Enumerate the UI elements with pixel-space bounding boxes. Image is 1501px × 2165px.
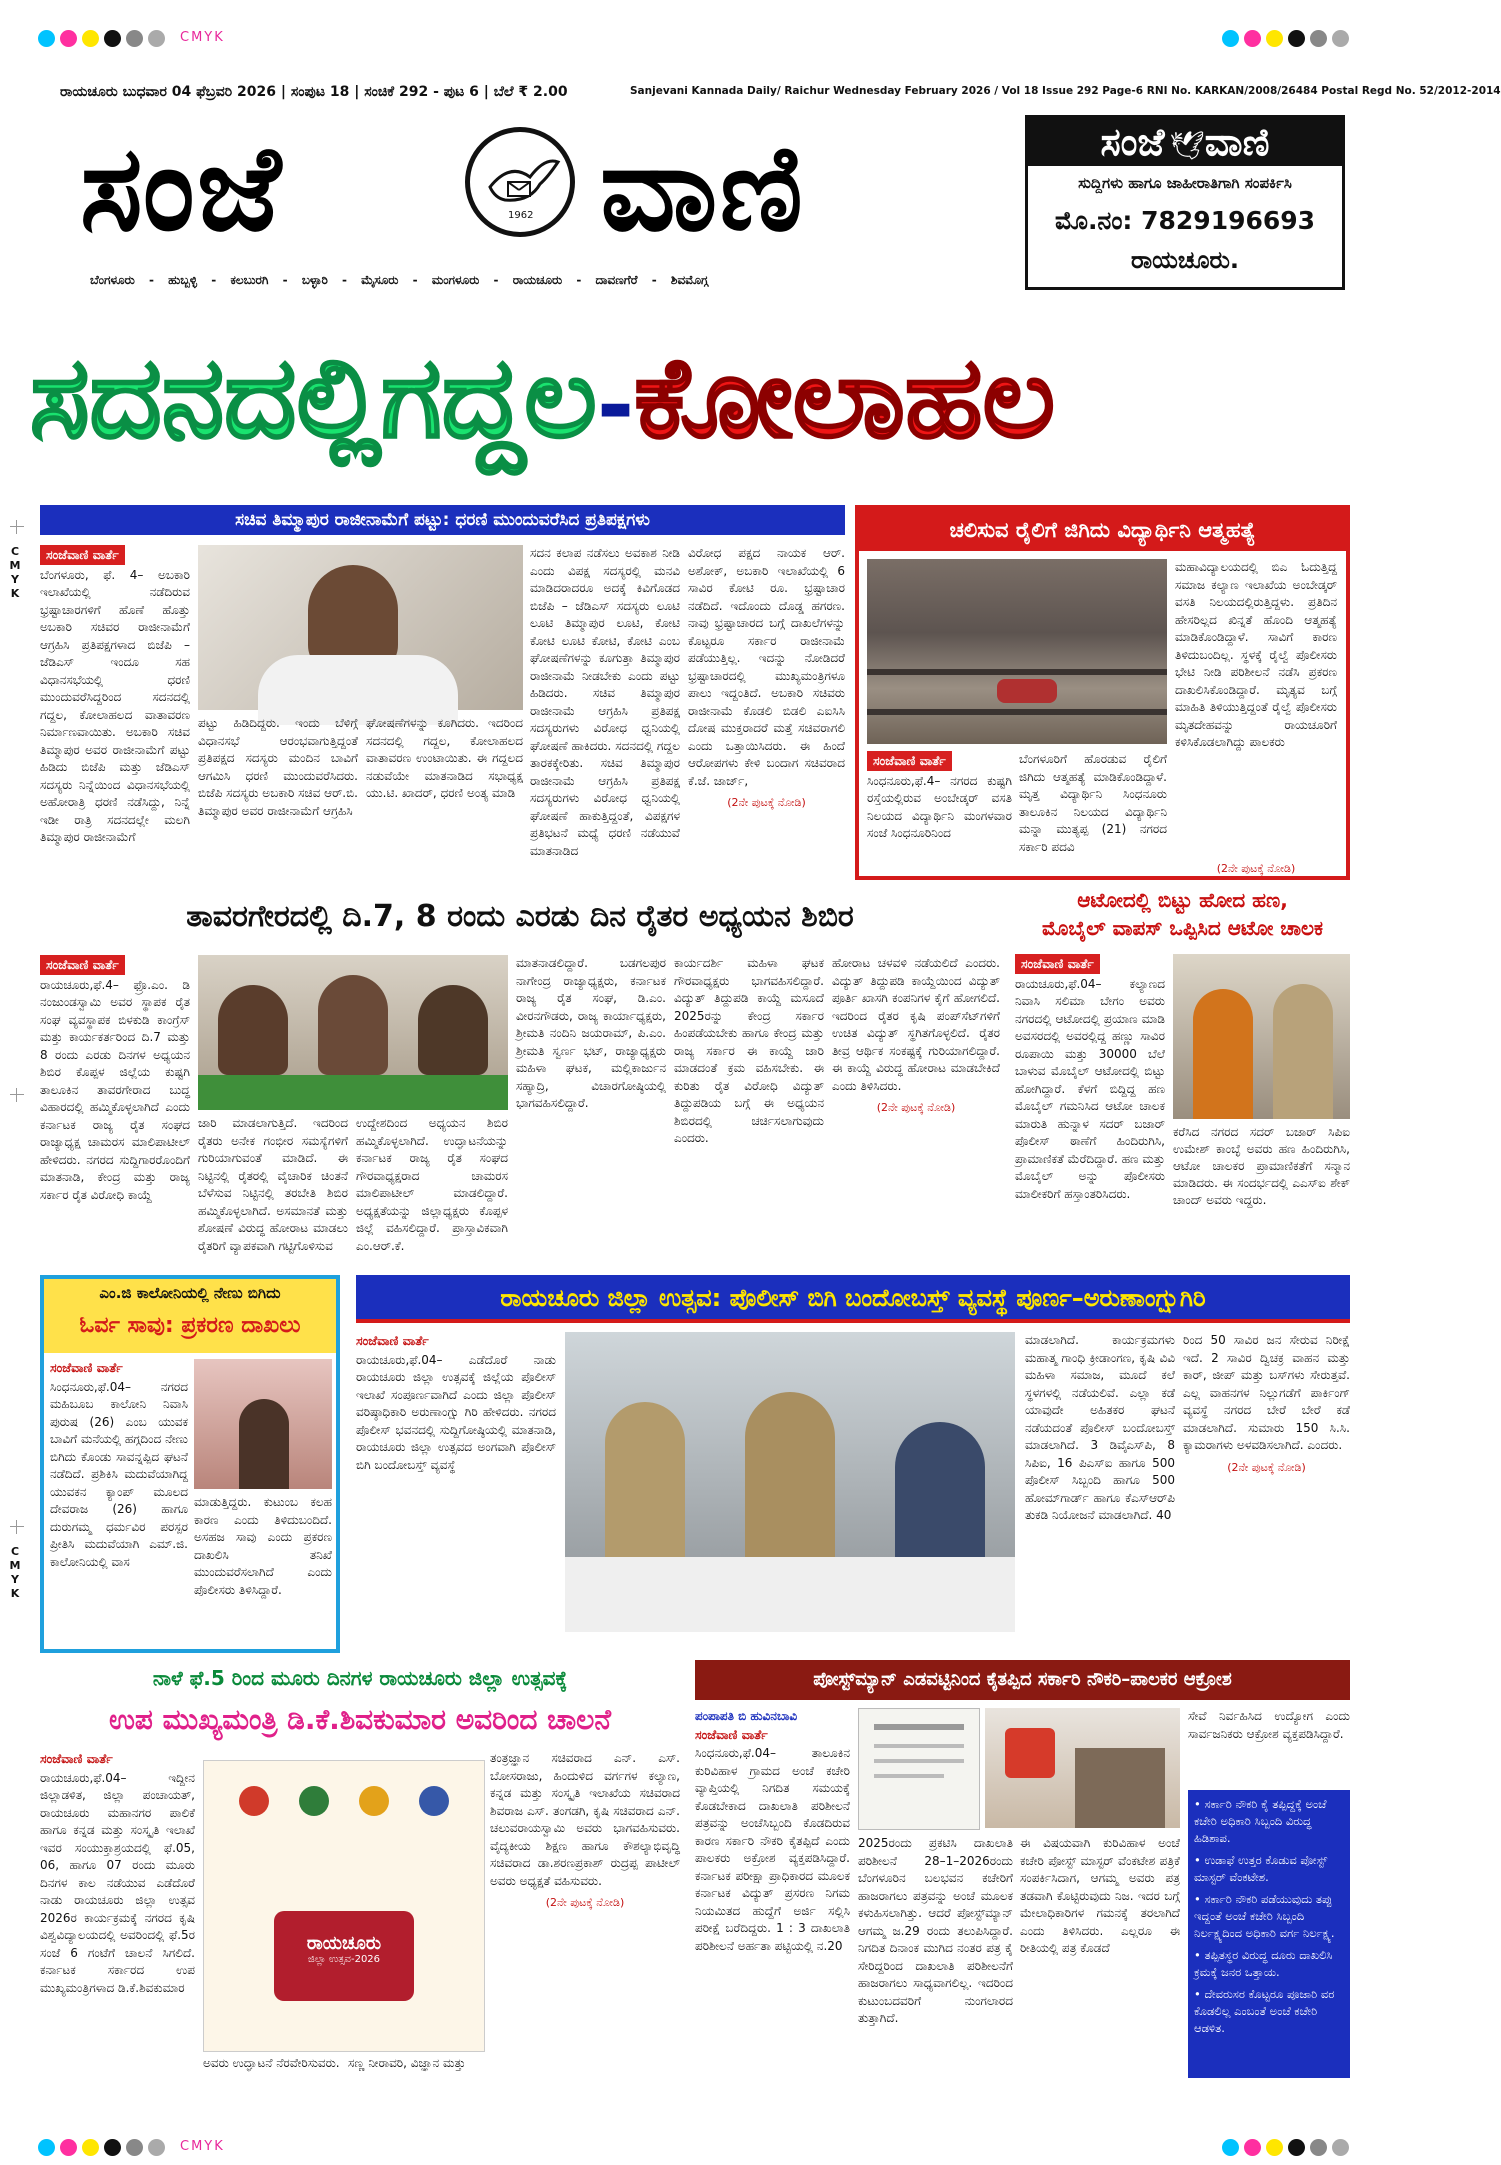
black-mark <box>1288 2139 1305 2156</box>
story2-column-a <box>867 751 1012 873</box>
city-separator: - <box>408 273 422 287</box>
city-name: ಮೈಸೂರು <box>361 273 399 287</box>
story3-text: ಕಾರ್ಯದರ್ಶಿ ಮಹಿಳಾ ಘಟಕ ಗೌರವಾಧ್ಯಕ್ಷರು ಭಾಗವಹಿಸಲಿದ್ದಾರೆ. ವಿದ್ಯುತ್ ತಿದ್ದುಪಡಿ ಕಾಯ್ದೆ ಮಸೂದೆ 2025ರನ್ನು ಕೇಂದ್ರ ಸರ್ಕಾರ ಹಿಂಪಡೆಯಬೇಕು ಹಾಗೂ ಕೇಂದ್ರ ಮತ್ತು ರಾಜ್ಯ ಸರ್ಕಾರ ಈ ಕಾಯ್ದೆ ಜಾರಿ ಮಾಡದಂತೆ ಕ್ರಮ ವಹಿಸಬೇಕು. ಈ ಕುರಿತು ರೈತ ವಿರೋಧಿ ವಿದ್ಯುತ್ ತಿದ್ದುಪಡಿಯ ಬಗ್ಗೆ ಈ ಅಧ್ಯಯನ ಶಿಬಿರದಲ್ಲಿ ಚರ್ಚಿಸಲಾಗುವುದು ಎಂದರು. <box>674 956 824 1145</box>
top-print-marks <box>0 0 1378 50</box>
logo-right-word: ವಾಣಿ <box>600 118 805 257</box>
grey-mark <box>126 2139 143 2156</box>
story3-text: ರಾಯಚೂರು,ಫೆ.4– ಫ್ರೊ.ಎಂ. ಡಿ ನಂಜುಂಡಸ್ವಾಮಿ ಅವರ ಸ್ಥಾಪಕ ರೈತ ಸಂಘ ವ್ಯವಸ್ಥಾಪಕ ಬಿಳಕುಡಿ ಕಾಂಗ್ರೆಸ್ ಮತ್ತು ಕಾರ್ಯಕರ್ತರಿಂದ ದಿ.7 ಮತ್ತು 8 ರಂದು ಎರಡು ದಿನಗಳ ಅಧ್ಯಯನ ಶಿಬಿರ ಕೊಪ್ಪಳ ಜಿಲ್ಲೆಯ ಕುಷ್ಟಗಿ ತಾಲೂಕಿನ ತಾವರಗೇರಾದ ಬುದ್ಧ ವಿಹಾರದಲ್ಲಿ ಹಮ್ಮಿಕೊಳ್ಳಲಾಗಿದೆ ಎಂದು ಕರ್ನಾಟಕ ರಾಜ್ಯ ರೈತ ಸಂಘದ ರಾಜ್ಯಾಧ್ಯಕ್ಷ ಚಾಮರಸ ಮಾಲಿಪಾಟೀಲ್ ಹೇಳಿದರು. ನಗರದ ಸುದ್ದಿಗಾರರೊಂದಿಗೆ ಮಾತನಾಡಿ, ಕೇಂದ್ರ ಮತ್ತು ರಾಜ್ಯ ಸರ್ಕಾರ ರೈತ ವಿರೋಧಿ ಕಾಯ್ದೆ <box>40 977 190 1202</box>
registration-mark <box>10 520 24 534</box>
story5-headline-2: ಓರ್ವ ಸಾವು: ಪ್ರಕರಣ ದಾಖಲು <box>79 1313 301 1338</box>
grey-mark <box>1310 30 1327 47</box>
text-line <box>874 1744 964 1748</box>
highlight-point: • ಸರ್ಕಾರಿ ನೌಕರಿ ಕೈ ತಪ್ಪಿದ್ದಕ್ಕೆ ಅಂಚೆ ಕಚೇರಿ ಅಧಿಕಾರಿ ಸಿಬ್ಬಂದಿ ವಿರುದ್ಧ ಹಿಡಿಶಾಪ. <box>1194 1797 1327 1845</box>
person-figure <box>418 985 488 1075</box>
story3-headline-area <box>40 886 1000 948</box>
magenta-mark <box>1244 30 1261 47</box>
story4-box <box>1015 886 1350 1260</box>
festival-poster <box>203 1760 485 2052</box>
ad-brand-bar <box>1028 118 1342 166</box>
cmyk-label: CMYK <box>180 30 225 45</box>
story7-headline-1: ನಾಳೆ ಫೆ.5 ರಿಂದ ಮೂರು ದಿನಗಳ ರಾಯಚೂರು ಜಿಲ್ಲಾ ಉತ್ಸವಕ್ಕೆ <box>152 1666 568 1690</box>
story2-text: ಬೆಂಗಳೂರಿಗೆ ಹೊರಡುವ ರೈಲಿಗೆ ಜಿಗಿದು ಆತ್ಮಹತ್ಯೆ ಮಾಡಿಕೊಂಡಿದ್ದಾಳೆ. ಮೃತ್ತ ವಿದ್ಯಾರ್ಥಿನಿ ಸಿಂಧನೂರು ತಾಲೂಕಿನ ನಿಲಯದ ವಿದ್ಯಾರ್ಥಿನಿ ಮನ್ನಾ ಮುತ್ಯಪ್ಪ (21) ನಗರದ ಸರ್ಕಾರಿ ಪದವಿ <box>1019 752 1167 854</box>
story3-text: ಮಾತನಾಡಲಿದ್ದಾರೆ. ಬಡಗಲಪುರ ನಾಗೇಂದ್ರ ರಾಜ್ಯಾಧ್ಯಕ್ಷರು, ಕರ್ನಾಟಕ ರಾಜ್ಯ ರೈತ ಸಂಘ, ಡಿ.ಎಂ. ವೀರನಗೌಡರು, ರಾಜ್ಯ ಕಾರ್ಯಾಧ್ಯಕ್ಷರು, ಶ್ರೀಮತಿ ನಂದಿನಿ ಜಯರಾಮ್, ಪಿ.ಎಂ. ಶ್ರೀಮತಿ ಸ್ವರ್ಣ ಭಟ್, ರಾಜ್ಯಾಧ್ಯಕ್ಷರು ಮಹಿಳಾ ಘಟಕ, ಮಲ್ಲಿಕಾರ್ಜುನ ಸಹ್ಯಾದ್ರಿ, ವಿಚಾರಗೋಷ್ಠಿಯಲ್ಲಿ ಭಾಗವಹಿಸಲಿದ್ದಾರೆ. <box>516 956 666 1110</box>
yellow-mark <box>1266 30 1283 47</box>
poster-title: ರಾಯಚೂರು <box>306 1933 382 1954</box>
grey-mark <box>1332 2139 1349 2156</box>
story6-text: ರಿಂದ 50 ಸಾವಿರ ಜನ ಸೇರುವ ನಿರೀಕ್ಷೆ ಇದೆ. 2 ಸಾವಿರ ದ್ವಿಚಕ್ರ ವಾಹನ ಮತ್ತು ಕಾರ್, ಜೀಪ್ ಮತ್ತು ಬಸ್‌ಗಳು ಸೇರುತ್ತವೆ. ಎಲ್ಲ ವಾಹನಗಳ ನಿಲ್ಲುಗಡೆಗೆ ಪಾರ್ಕಿಂಗ್ ವ್ಯವಸ್ಥೆ ನಗರದ ಬೇರೆ ಬೇರೆ ಕಡೆ ಮಾಡಲಾಗಿದೆ. ಸುಮಾರು 150 ಸಿ.ಸಿ. ಕ್ಯಾಮರಾಗಳು ಅಳವಡಿಸಲಾಗಿದೆ. ಎಂದರು. <box>1183 1333 1350 1452</box>
story3-column-6 <box>832 955 1000 1260</box>
table-shape <box>565 1557 1015 1632</box>
story2-column-b <box>1019 751 1167 873</box>
grey-mark <box>1332 30 1349 47</box>
logo-row <box>224 1781 464 1821</box>
story3-byline: ಸಂಜೆವಾಣಿ ವಾರ್ತೆ <box>40 955 125 975</box>
black-mark <box>104 2139 121 2156</box>
story2-text: ಮಹಾವಿದ್ಯಾಲಯದಲ್ಲಿ ಬಿಎ ಓದುತ್ತಿದ್ದ ಸಮಾಜ ಕಲ್ಯಾಣ ಇಲಾಖೆಯ ಅಂಬೇಡ್ಕರ್ ವಸತಿ ನಿಲಯದಲ್ಲಿರುತ್ತಿದ್ದಳು. ಪ್ರತಿದಿನ ಹೇಸರಿಲ್ಲದ ಖಿನ್ನತೆ ಹೊಂದಿ ಆತ್ಮಹತ್ಯೆ ಮಾಡಿಕೊಂಡಿದ್ದಾಳೆ. ಸಾವಿಗೆ ಕಾರಣ ತಿಳಿದುಬಂದಿಲ್ಲ. ಸ್ಥಳಕ್ಕೆ ರೈಲ್ವೆ ಪೊಲೀಸರು ಭೇಟಿ ನೀಡಿ ಪರಿಶೀಲನೆ ನಡೆಸಿ ಪ್ರಕರಣ ದಾಖಲಿಸಿಕೊಂಡಿದ್ದಾರೆ. ಮೃತ್ಯವ ಬಗ್ಗೆ ಮಾಹಿತಿ ತಿಳಿಯುತ್ತಿದ್ದಂತೆ ರೈಲ್ವೆ ಪೊಲೀಸರು ಮೃತದೇಹವನ್ನು ರಾಯಚೂರಿಗೆ ಕಳಿಸಿಕೊಡಲಾಗಿದ್ದು ಪಾಲಕರು <box>1175 560 1337 749</box>
story2-headline: ಚಲಿಸುವ ರೈಲಿಗೆ ಜಿಗಿದು ವಿದ್ಯಾರ್ಥಿನಿ ಆತ್ಮಹತ್ಯೆ <box>949 518 1256 542</box>
text-line <box>874 1724 964 1730</box>
side-letter: M <box>9 559 21 572</box>
story6-continued: (2ನೇ ಪುಟಕ್ಕೆ ನೋಡಿ) <box>1227 1460 1306 1474</box>
cyan-mark <box>38 30 55 47</box>
story1-text: ಸದನ ಕಲಾಪ ನಡೆಸಲು ಅವಕಾಶ ನೀಡಿ ಎಂದು ವಿಪಕ್ಷ ಸದಸ್ಯರಲ್ಲಿ ಮನವಿ ಮಾಡಿದರಾದರೂ ಅದಕ್ಕೆ ಕಿವಿಗೊಡದ ಬಿಜೆಪಿ – ಜೆಡಿಎಸ್ ಸದಸ್ಯರು ಲೂಟಿ ಲೂಟಿ ತಿಮ್ಮಾಪುರ ಲೂಟಿ, ಕೋಟಿ ಕೋಟಿ ಲೂಟಿ ಕೋಟಿ, ಕೋಟಿ ಎಂಬ ಘೋಷಣೆಗಳನ್ನು ಕೂಗುತ್ತಾ ತಿಮ್ಮಾಪುರ ರಾಜೀನಾಮೆ ನೀಡಬೇಕು ಎಂದು ಪಟ್ಟು ಹಿಡಿದರು. ಸಚಿವ ತಿಮ್ಮಾಪುರ ರಾಜೀನಾಮೆ ಆಗ್ರಹಿಸಿ ಪ್ರತಿಪಕ್ಷ ಸದಸ್ಯರುಗಳು ವಿರೋಧ ಧ್ವನಿಯಲ್ಲಿ ಘೋಷಣೆ ಹಾಕಿದರು. ಸದನದಲ್ಲಿ ಗದ್ದಲ ತಾರಕಕ್ಕೇರಿತು. ಸಚಿವ ತಿಮ್ಮಾಪುರ ರಾಜೀನಾಮೆ ಆಗ್ರಹಿಸಿ ಪ್ರತಿಪಕ್ಷ ಸದಸ್ಯರುಗಳು ವಿರೋಧ ಧ್ವನಿಯಲ್ಲಿ ಘೋಷಣೆ ಹಾಕುತ್ತಿದ್ದಂತೆ, ವಿಪಕ್ಷಗಳ ಪ್ರತಿಭಟನೆ ಮಧ್ಯೆ ಧರಣಿ ನಡೆಯುವೆ ಮಾತನಾಡಿದ <box>530 546 680 858</box>
minister-photo <box>198 545 523 710</box>
banner-headline <box>30 298 1350 498</box>
press-meet-photo <box>198 955 508 1110</box>
story5-headline-1: ಎಂ.ಜಿ ಕಾಲೋನಿಯಲ್ಲಿ ನೇಣು ಬಿಗಿದು <box>99 1284 281 1302</box>
city-name: ಬಳ್ಳಾರಿ <box>301 273 328 287</box>
story7-continued: (2ನೇ ಪುಟಕ್ಕೆ ನೋಡಿ) <box>545 1896 625 1909</box>
story2-continued: (2ನೇ ಪುಟಕ್ಕೆ ನೋಡಿ) <box>1216 862 1296 875</box>
police-press-photo <box>565 1332 1015 1632</box>
poster-subtitle: ಜಿಲ್ಲಾ ಉತ್ಸವ-2026 <box>307 1954 381 1965</box>
yellow-mark <box>82 2139 99 2156</box>
story2-headline-bar <box>859 509 1346 551</box>
logo-year: 1962 <box>508 210 534 221</box>
story8-byline: ಸಂಜೆವಾಣಿ ವಾರ್ತೆ <box>695 1726 768 1742</box>
story5-column-b <box>194 1494 332 1644</box>
side-cmyk-letters <box>8 1545 22 1601</box>
story4-text: ರಾಯಚೂರು,ಫೆ.04– ಕಲ್ಯಾಣದ ನಿವಾಸಿ ಸಲಿಮಾ ಬೇಗಂ ಅವರು ನಗರದಲ್ಲಿ ಆಟೋದಲ್ಲಿ ಪ್ರಯಾಣ ಮಾಡಿ ಅವಸರದಲ್ಲಿ ಅವರಲ್ಲಿದ್ದ ಹಣ್ಣು ಸಾವಿರ ರೂಪಾಯಿ ಮತ್ತು 30000 ಬೆಲೆ ಬಾಳುವ ಮೊಬೈಲ್ ಆಟೋದಲ್ಲಿ ಬಿಟ್ಟು ಹೋಗಿದ್ದಾರೆ. ಕೆಳಗೆ ಬಿದ್ದಿದ್ದ ಹಣ ಮೊಬೈಲ್ ಗಮನಿಸಿದ ಆಟೋ ಚಾಲಕ ಮಾರುತಿ ಹುನ್ನಾಳ ಸದರ್ ಬಜಾರ್ ಪೊಲೀಸ್ ಠಾಣೆಗೆ ಹಿಂದಿರುಗಿಸಿ, ಪ್ರಾಮಾಣಿಕತೆ ಮೆರೆದಿದ್ದಾರೆ. ಹಣ ಮತ್ತು ಮೊಬೈಲ್ ಅನ್ನು ಪೊಲೀಸರು ಮಾಲೀಕರಿಗೆ ಹಸ್ತಾಂತರಿಸಿದರು. <box>1015 976 1165 1201</box>
story4-headline-1: ಆಟೋದಲ್ಲಿ ಬಿಟ್ಟು ಹೋದ ಹಣ, <box>1077 888 1288 912</box>
cyan-mark <box>38 2139 55 2156</box>
story3-text: ಹೋರಾಟ ಚಳವಳಿ ನಡೆಯಲಿದೆ ಎಂದರು. ವಿದ್ಯುತ್ ತಿದ್ದುಪಡಿ ಕಾಯ್ದೆಯಿಂದ ವಿದ್ಯುತ್ ಪೂರ್ತಿ ಖಾಸಗಿ ಕಂಪನಿಗಳ ಕೈಗೆ ಹೋಗಲಿದೆ. ಇದರಿಂದ ರೈತರ ಕೃಷಿ ಪಂಪ್‌ಸೆಟ್‌ಗಳಿಗೆ ಉಚಿತ ವಿದ್ಯುತ್ ಸ್ಥಗಿತಗೊಳ್ಳಲಿದೆ. ರೈತರ ತೀವ್ರ ಆರ್ಥಿಕ ಸಂಕಷ್ಟಕ್ಕೆ ಗುರಿಯಾಗಲಿದ್ದಾರೆ. ಈ ಕಾಯ್ದೆ ವಿರುದ್ಧ ಹೋರಾಟ ಮಾಡಬೇಕಿದೆ ಎಂದು ತಿಳಿಸಿದರು. <box>832 956 1000 1093</box>
story5-box <box>40 1275 340 1653</box>
police-figure <box>745 1392 835 1572</box>
side-letter: M <box>9 1559 21 1572</box>
black-mark <box>1288 30 1305 47</box>
story1-column-1 <box>40 545 190 880</box>
building-shape <box>1075 1748 1165 1828</box>
emblem-icon <box>239 1786 269 1816</box>
city-editions <box>90 273 990 293</box>
city-separator: - <box>278 273 292 287</box>
story2-byline: ಸಂಜೆವಾಣಿ ವಾರ್ತೆ <box>867 751 952 771</box>
story2-text: ಸಿಂಧನೂರು,ಫೆ.4– ನಗರದ ಕುಷ್ಟಗಿ ರಸ್ತೆಯಲ್ಲಿರುವ ಅಂಬೇಡ್ಕರ್ ವಸತಿ ನಿಲಯದ ವಿದ್ಯಾರ್ಥಿನಿ ಮಂಗಳವಾರ ಸಂಜೆ ಸಿಂಧನೂರಿನಿಂದ <box>867 773 1012 840</box>
masthead-logo <box>60 115 1020 265</box>
story3-text: ಉದ್ದೇಶದಿಂದ ಅಧ್ಯಯನ ಶಿಬಿರ ಹಮ್ಮಿಕೊಳ್ಳಲಾಗಿದೆ. ಉದ್ಘಾಟನೆಯನ್ನು ಕರ್ನಾಟಕ ರಾಜ್ಯ ರೈತ ಸಂಘದ ಗೌರವಾಧ್ಯಕ್ಷರಾದ ಚಾಮರಸ ಮಾಲಿಪಾಟೀಲ್ ಮಾಡಲಿದ್ದಾರೆ. ಅಧ್ಯಕ್ಷತೆಯನ್ನು ಜಿಲ್ಲಾಧ್ಯಕ್ಷರು ಕೊಪ್ಪಳ ಜಿಲ್ಲೆ ವಹಿಸಲಿದ್ದಾರೆ. ಪ್ರಾಸ್ತಾವಿಕವಾಗಿ ಎಂ.ಆರ್.ಕೆ. <box>356 1116 508 1253</box>
police-figure <box>605 1402 685 1572</box>
side-letter: C <box>10 1545 20 1558</box>
story1-continued: (2ನೇ ಪುಟಕ್ಕೆ ನೋಡಿ) <box>727 796 806 809</box>
magenta-mark <box>1244 2139 1261 2156</box>
story8-column-1 <box>695 1708 850 2078</box>
story1-text: ಬೆಂಗಳೂರು, ಫೆ. 4– ಅಬಕಾರಿ ಇಲಾಖೆಯಲ್ಲಿ ನಡೆದಿರುವ ಭ್ರಷ್ಟಾಚಾರಗಳಿಗೆ ಹೊಣೆ ಹೊತ್ತು ಅಬಕಾರಿ ಸಚಿವರ ರಾಜೀನಾಮೆಗೆ ಆಗ್ರಹಿಸಿ ಪ್ರತಿಪಕ್ಷಗಳಾದ ಬಿಜೆಪಿ – ಜೆಡಿಎಸ್ ಇಂದೂ ಸಹ ವಿಧಾನಸಭೆಯಲ್ಲಿ ಧರಣಿ ಮುಂದುವರೆಸಿದ್ದರಿಂದ ಸದನದಲ್ಲಿ ಗದ್ದಲ, ಕೋಲಾಹಲದ ವಾತಾವರಣ ನಿರ್ಮಾಣವಾಯಿತು. ಅಬಕಾರಿ ಸಚಿವ ತಿಮ್ಮಾಪುರ ಅವರ ರಾಜೀನಾಮೆಗೆ ಪಟ್ಟು ಹಿಡಿದು ಬಿಜೆಪಿ ಮತ್ತು ಜೆಡಿಎಸ್ ಸದಸ್ಯರು ನಿನ್ನೆಯಿಂದ ವಿಧಾನಸಭೆಯಲ್ಲಿ ಅಹೋರಾತ್ರಿ ಧರಣಿ ನಡೆಸಿದ್ದು, ನಿನ್ನೆ ಇಡೀ ರಾತ್ರಿ ಸದನದಲ್ಲೇ ಮಲಗಿ ತಿಮ್ಮಾಪುರ ರಾಜೀನಾಮೆಗೆ <box>40 567 190 844</box>
highlight-point: • ಸರ್ಕಾರಿ ನೌಕರಿ ಪಡೆಯುವುದು ತಪ್ಪು ಇದ್ದಂತೆ ಅಂಚೆ ಕಚೇರಿ ಸಿಬ್ಬಂದಿ ನಿರ್ಲಕ್ಷ್ಯದಿಂದ ಅಧಿಕಾರಿ ವರ್ಗ ನಿರ್ಲಕ್ಷ್ಯ. <box>1194 1892 1335 1940</box>
ad-contact-line: ಸುದ್ದಿಗಳು ಹಾಗೂ ಜಾಹೀರಾತಿಗಾಗಿ ಸಂಪರ್ಕಿಸಿ <box>1078 174 1292 192</box>
story1-column-4 <box>688 545 845 880</box>
person-figure <box>239 1399 289 1489</box>
story4-byline: ಸಂಜೆವಾಣಿ ವಾರ್ತೆ <box>1015 954 1100 974</box>
figure-shape <box>997 679 1057 703</box>
story5-text: ಮಾಡುತ್ತಿದ್ದರು. ಕುಟುಂಬ ಕಲಹ ಕಾರಣ ಎಂದು ತಿಳಿದುಬಂದಿದೆ. ಅಸಹಜ ಸಾವು ಎಂದು ಪ್ರಕರಣ ದಾಖಲಿಸಿ ತನಿಖೆ ಮುಂದುವರೆಸಲಾಗಿದೆ ಎಂದು ಪೊಲೀಸರು ತಿಳಿಸಿದ್ದಾರೆ. <box>194 1495 332 1597</box>
banner-part-2: ಕೋಲಾಹಲ <box>634 333 1056 463</box>
registration-mark <box>10 1088 24 1102</box>
highlight-point: • ತಪ್ಪಿತಸ್ಥರ ವಿರುದ್ಧ ದೂರು ದಾಖಲಿಸಿ ಕ್ರಮಕ್ಕೆ ಜನರ ಒತ್ತಾಯ. <box>1194 1948 1333 1979</box>
story6-column-3 <box>1183 1332 1350 1632</box>
story1-column-2b <box>366 715 523 880</box>
banner-part-1: ಸದನದಲ್ಲಿಗದ್ದಲ <box>30 333 597 463</box>
story6-text: ರಾಯಚೂರು,ಫೆ.04– ಎಡೆದೊರೆ ನಾಡು ರಾಯಚೂರು ಜಿಲ್ಲಾ ಉತ್ಸವಕ್ಕೆ ಜಿಲ್ಲೆಯ ಪೊಲೀಸ್ ಇಲಾಖೆ ಸಂಪೂರ್ಣವಾಗಿದೆ ಎಂದು ಜಿಲ್ಲಾ ಪೊಲೀಸ್ ವರಿಷ್ಠಾಧಿಕಾರಿ ಅರುಣಾಂಗ್ಷು ಗಿರಿ ಹೇಳಿದರು. ನಗರದ ಪೊಲೀಸ್ ಭವನದಲ್ಲಿ ಸುದ್ದಿಗೋಷ್ಠಿಯಲ್ಲಿ ಮಾತನಾಡಿ, ರಾಯಚೂರು ಜಿಲ್ಲಾ ಉತ್ಸವದ ಅಂಗವಾಗಿ ಪೊಲೀಸ್ ಬಿಗಿ ಬಂದೋಬಸ್ತ್ ವ್ಯವಸ್ಥೆ <box>356 1352 556 1472</box>
dateline-english: Sanjevani Kannada Daily/ Raichur Wednesday February 2026 / Vol 18 Issue 292 Page-6 RNI No. KARKAN/2008/26484 Postal Regd No. 52/2012-2014 <box>630 85 1501 97</box>
auto-driver-photo <box>1173 954 1350 1119</box>
story3-headline: ತಾವರಗೇರದಲ್ಲಿ ದಿ.7, 8 ರಂದು ಎರಡು ದಿನ ರೈತರ ಅಧ್ಯಯನ ಶಿಬಿರ <box>186 899 854 934</box>
story7-headline-1-area <box>40 1660 680 1696</box>
dateline-kannada: ರಾಯಚೂರು ಬುಧವಾರ 04 ಫೆಬ್ರವರಿ 2026 | ಸಂಪುಟ 18 | ಸಂಚಿಕೆ 292 - ಪುಟ 6 | ಬೆಲೆ ₹ 2.00 <box>60 84 568 100</box>
story1-column-3 <box>530 545 680 880</box>
side-letter: K <box>10 1587 20 1600</box>
story3-continued: (2ನೇ ಪುಟಕ್ಕೆ ನೋಡಿ) <box>876 1101 956 1114</box>
story8-text: ಸೇವೆ ನಿರ್ವಹಿಸಿದ ಉದ್ಯೋಗ ಎಂದು ಸಾರ್ವಜನಿಕರು ಆಕ್ರೋಶ ವ್ಯಕ್ತಪಡಿಸಿದ್ದಾರೆ. <box>1188 1709 1350 1741</box>
story8-column-2 <box>858 1835 1013 2075</box>
registration-mark <box>10 1520 24 1534</box>
story8-kicker: ಪಂಪಾಪತಿ ಬಿ ಹುವಿನಬಾವಿ <box>695 1709 798 1723</box>
story7-column-3 <box>490 1750 680 2080</box>
city-separator: - <box>572 273 586 287</box>
letter-photo <box>858 1708 980 1830</box>
story6-column-2 <box>1025 1332 1175 1632</box>
emblem-icon <box>299 1786 329 1816</box>
story5-headline-bar <box>44 1279 336 1353</box>
post-logo-icon <box>1005 1728 1055 1778</box>
story2-box <box>855 505 1350 880</box>
side-letter: Y <box>11 1573 19 1586</box>
story6-byline: ಸಂಜೆವಾಣಿ ವಾರ್ತೆ <box>356 1333 429 1348</box>
poster-badge <box>274 1911 414 2001</box>
dove-icon: 🕊 <box>1169 129 1206 162</box>
story8-highlight-box <box>1188 1790 1350 2078</box>
post-office-photo <box>985 1708 1180 1828</box>
story1-kicker: ಸಚಿವ ತಿಮ್ಮಾಪುರ ರಾಜೀನಾಮೆಗೆ ಪಟ್ಟು: ಧರಣಿ ಮುಂದುವರೆಸಿದ ಪ್ರತಿಪಕ್ಷಗಳು <box>235 510 650 530</box>
grey-mark <box>148 2139 165 2156</box>
story1-column-2a <box>198 715 358 880</box>
story7-column-1 <box>40 1750 195 2080</box>
side-letter: Y <box>11 573 19 586</box>
story6-headline: ರಾಯಚೂರು ಜಿಲ್ಲಾ ಉತ್ಸವ: ಪೊಲೀಸ್ ಬಿಗಿ ಬಂದೋಬಸ್ತ್ ವ್ಯವಸ್ಥೆ ಪೂರ್ಣ–ಅರುಣಾಂಗ್ಷುಗಿರಿ <box>500 1284 1206 1312</box>
text-line <box>874 1774 944 1778</box>
story5-byline: ಸಂಜೆವಾಣಿ ವಾರ್ತೆ <box>50 1360 123 1375</box>
yellow-mark <box>1266 2139 1283 2156</box>
city-separator: - <box>489 273 503 287</box>
city-name: ಕಲಬುರಗಿ <box>230 273 269 287</box>
story3-column-1 <box>40 955 190 1260</box>
side-cmyk-letters <box>8 545 22 601</box>
story8-text: 2025ರಂದು ಪ್ರಕಟಿಸಿ ದಾಖಲಾತಿ ಪರಿಶೀಲನೆ 28–1–2026ರಂದು ಬೆಂಗಳೂರಿನ ಬಲಭವನ ಕಚೇರಿಗೆ ಹಾಜರಾಗಲು ಪತ್ರವನ್ನು ಅಂಚೆ ಮೂಲಕ ಕಳುಹಿಸಲಾಗಿತ್ತು. ಆದರೆ ಪೋಸ್ಟ್‌ಮ್ಯಾನ್ ಆಗಮ್ಮ ಜ.29 ರಂದು ತಲುಪಿಸಿದ್ದಾರೆ. ನಿಗದಿತ ದಿನಾಂಕ ಮುಗಿದ ನಂತರ ಪತ್ರ ಕೈ ಸೇರಿದ್ದರಿಂದ ದಾಖಲಾತಿ ಪರಿಶೀಲನೆಗೆ ಹಾಜರಾಗಲು ಸಾಧ್ಯವಾಗಲಿಲ್ಲ. ಇದರಿಂದ ಕುಟುಂಬದವರಿಗೆ ನುಂಗಲಾರದ ತುತ್ತಾಗಿದೆ. <box>858 1836 1013 2025</box>
story3-column-5 <box>674 955 824 1260</box>
grey-mark <box>126 30 143 47</box>
story8-headline: ಪೋಸ್ಟ್‌ಮ್ಯಾನ್ ಎಡವಟ್ಟಿನಿಂದ ಕೈತಪ್ಪಿದ ಸರ್ಕಾರಿ ನೌಕರಿ–ಪಾಲಕರ ಆಕ್ರೋಶ <box>813 1669 1232 1690</box>
story4-text: ಕರೆಸಿದ ನಗರದ ಸದರ್ ಬಜಾರ್ ಸಿಪಿಐ ಉಮೇಶ್ ಕಾಂಬ್ಳೆ ಅವರು ಹಣ ಹಿಂದಿರುಗಿಸಿ, ಆಟೋ ಚಾಲಕರ ಪ್ರಾಮಾಣಿಕತೆಗೆ ಸನ್ಮಾನ ಮಾಡಿದರು. ಈ ಸಂದರ್ಭದಲ್ಲಿ ಎಎಸ್‌ಐ ಶೇಕ್ ಚಾಂದ್ ಅವರು ಇದ್ದರು. <box>1173 1125 1350 1207</box>
story1-text: ವಿರೋಧ ಪಕ್ಷದ ನಾಯಕ ಆರ್. ಅಶೋಕ್, ಅಬಕಾರಿ ಇಲಾಖೆಯಲ್ಲಿ 6 ಸಾವಿರ ಕೋಟಿ ರೂ. ಭ್ರಷ್ಟಾಚಾರ ನಡೆದಿದೆ. ಇದೊಂದು ದೊಡ್ಡ ಹಗರಣ. ನಾವು ಭ್ರಷ್ಟಾಚಾರದ ಬಗ್ಗೆ ದಾಖಲೆಗಳನ್ನು ಕೊಟ್ಟರೂ ಸರ್ಕಾರ ರಾಜೀನಾಮೆ ಪಡೆಯುತ್ತಿಲ್ಲ. ಇದನ್ನು ನೋಡಿದರೆ ಭ್ರಷ್ಟಾಚಾರದಲ್ಲಿ ಮುಖ್ಯಮಂತ್ರಿಗಳೂ ಪಾಲು ಇದ್ದಂತಿದೆ. ಅಬಕಾರಿ ಸಚಿವರು ರಾಜೀನಾಮೆ ಕೊಡಲಿ ಬಿಡಲಿ ಎಐಸಿಸಿ ದೋಷ ಮುಕ್ತರಾದರೆ ಮತ್ತೆ ಸಚಿವರಾಗಲಿ ಎಂದು ಒತ್ತಾಯಿಸಿದರು. ಈ ಹಿಂದೆ ಆರೋಪಗಳು ಕೇಳಿ ಬಂದಾಗ ಸಚಿವರಾದ ಕೆ.ಜೆ. ಜಾರ್ಜ್, <box>688 546 845 788</box>
ad-phone: ಮೊ.ನಂ: 7829196693 <box>1054 206 1316 235</box>
emblem-icon <box>419 1786 449 1816</box>
logo-left-word: ಸಂಜೆ <box>80 118 283 257</box>
ad-brand-left: ಸಂಜೆ <box>1100 120 1165 164</box>
story1-text: ಪಟ್ಟು ಹಿಡಿದಿದ್ದರು. ಇಂದು ಬೆಳಿಗ್ಗೆ ವಿಧಾನಸಭೆ ಆರಂಭವಾಗುತ್ತಿದ್ದಂತೆ ಪ್ರತಿಪಕ್ಷದ ಸದಸ್ಯರು ಮಂದಿನ ಬಾವಿಗೆ ಆಗಮಿಸಿ ಧರಣಿ ಮುಂದುವರೆಸಿದರು. ಬಿಜೆಪಿ ಸದಸ್ಯರು ಅಬಕಾರಿ ಸಚಿವ ಆರ್.ಬಿ. ತಿಮ್ಮಾಪುರ ಅವರ ರಾಜೀನಾಮೆಗೆ ಆಗ್ರಹಿಸಿ <box>198 716 358 818</box>
city-separator: - <box>207 273 221 287</box>
magenta-mark <box>60 2139 77 2156</box>
yellow-mark <box>82 30 99 47</box>
story7-headline-2-area <box>40 1696 680 1744</box>
story8-points <box>1194 1796 1344 2037</box>
police-figure <box>1273 984 1333 1119</box>
city-separator: - <box>144 273 159 287</box>
story5-column-a <box>50 1359 188 1644</box>
story4-column-a <box>1015 954 1165 1254</box>
contact-ad-box <box>1025 115 1345 290</box>
side-letter: K <box>10 587 20 600</box>
black-mark <box>104 30 121 47</box>
person-figure <box>1193 989 1253 1119</box>
text-line <box>874 1759 964 1763</box>
city-separator: - <box>647 273 661 287</box>
bottom-print-marks <box>0 2135 1378 2165</box>
story7-headline-2: ಉಪ ಮುಖ್ಯಮಂತ್ರಿ ಡಿ.ಕೆ.ಶಿವಕುಮಾರ ಅವರಿಂದ ಚಾಲನೆ <box>108 1703 612 1736</box>
story2-column-c <box>1175 559 1337 857</box>
city-name: ರಾಯಚೂರು <box>512 273 563 287</box>
story6-text: ಮಾಡಲಾಗಿದೆ. ಕಾರ್ಯಕ್ರಮಗಳು ಮಹಾತ್ಮ ಗಾಂಧಿ ಕ್ರೀಡಾಂಗಣ, ಕೃಷಿ ವಿವಿ ಮಹಿಳಾ ಸಮಾಜ, ಮೂದೆ ಕಲೆ ಸ್ಥಳಗಳಲ್ಲಿ ನಡೆಯಲಿವೆ. ಎಲ್ಲಾ ಕಡೆ ಯಾವುದೇ ಅಹಿತಕರ ಘಟನೆ ನಡೆಯದಂತೆ ಪೊಲೀಸ್ ಬಂದೋಬಸ್ತ್ ಮಾಡಲಾಗಿದೆ. 3 ಡಿವೈಎಸ್‌ಪಿ, 8 ಸಿಪಿಐ, 16 ಪಿಎಸ್‌ಐ ಹಾಗೂ 500 ಪೊಲೀಸ್ ಸಿಬ್ಬಂದಿ ಹಾಗೂ 500 ಹೋಮ್‌ಗಾರ್ಡ್ ಹಾಗೂ ಕೆಎಸ್‌ಆರ್‌ಪಿ ತುಕಡಿ ನಿಯೋಜನೆ ಮಾಡಲಾಗಿದೆ. 40 <box>1025 1333 1175 1522</box>
emblem-icon <box>359 1786 389 1816</box>
rail-line <box>867 709 1167 715</box>
story8-text: ಸಿಂಧನೂರು,ಫೆ.04– ತಾಲೂಕಿನ ಕುರಿವಿಹಾಳ ಗ್ರಾಮದ ಅಂಚೆ ಕಚೇರಿ ವ್ಯಾಪ್ತಿಯಲ್ಲಿ ನಿಗದಿತ ಸಮಯಕ್ಕೆ ಕೊಡಬೇಕಾದ ದಾಖಲಾತಿ ಪರಿಶೀಲನೆ ಪತ್ರವನ್ನು ಅಂಚೆಸಿಬ್ಬಂದಿ ಕೊಡದಿರುವ ಕಾರಣ ಸರ್ಕಾರಿ ನೌಕರಿ ಕೈತಪ್ಪಿದೆ ಎಂದು ಪಾಲಕರು ಅಕ್ರೋಶ ವ್ಯಕ್ತಪಡಿಸಿದ್ದಾರೆ. ಕರ್ನಾಟಕ ಪರೀಕ್ಷಾ ಪ್ರಾಧಿಕಾರದ ಮೂಲಕ ಕರ್ನಾಟಕ ವಿದ್ಯುತ್ ಪ್ರಸರಣ ನಿಗಮ ನಿಯಮಿತದ ಹುದ್ದೆಗೆ ಅರ್ಜಿ ಸಲ್ಲಿಸಿ ಪರೀಕ್ಷೆ ಬರೆದಿದ್ದರು. 1 : 3 ದಾಖಲಾತಿ ಪರಿಶೀಲನೆ ಅರ್ಹತಾ ಪಟ್ಟಿಯಲ್ಲಿ ನ.20 <box>695 1746 850 1953</box>
city-name: ಬೆಂಗಳೂರು <box>90 273 135 287</box>
city-name: ದಾವಣಗೆರೆ <box>595 273 638 287</box>
story7-photo-caption: ಅವರು ಉದ್ಘಾಟನೆ ನೆರವೇರಿಸುವರು. <box>203 2056 340 2070</box>
city-name: ಹುಬ್ಬಳ್ಳಿ <box>168 273 198 287</box>
dove-emblem <box>465 127 575 237</box>
story3-text: ಜಾರಿ ಮಾಡಲಾಗುತ್ತಿದೆ. ಇದರಿಂದ ರೈತರು ಅನೇಕ ಗಂಭೀರ ಸಮಸ್ಯೆಗಳಿಗೆ ಗುರಿಯಾಗುವಂತೆ ಮಾಡಿದೆ. ಈ ನಿಟ್ಟಿನಲ್ಲಿ ರೈತರಲ್ಲಿ ವೈಚಾರಿಕ ಚಿಂತನೆ ಬೆಳೆಸುವ ನಿಟ್ಟಿನಲ್ಲಿ ತರಬೇತಿ ಶಿಬಿರ ಹಮ್ಮಿಕೊಳ್ಳಲಾಗಿದೆ. ಅಸಮಾನತೆ ಮತ್ತು ಶೋಷಣೆ ವಿರುದ್ಧ ಹೋರಾಟ ಮಾಡಲು ರೈತರಿಗೆ ವ್ಯಾಪಕವಾಗಿ ಗಟ್ಟಿಗೊಳಿಸುವ <box>198 1116 348 1253</box>
banner-dash: - <box>596 353 635 458</box>
green-table-cloth <box>198 1075 508 1110</box>
story8-box-top <box>1188 1708 1350 1788</box>
grey-mark <box>148 30 165 47</box>
city-name: ಮಂಗಳೂರು <box>431 273 480 287</box>
city-name: ಶಿವಮೊಗ್ಗ <box>670 273 709 287</box>
story1-byline: ಸಂಜೆವಾಣಿ ವಾರ್ತೆ <box>40 545 125 565</box>
story3-column-2 <box>198 1115 348 1260</box>
story6-column-1 <box>356 1332 556 1632</box>
story7-text: ರಾಯಚೂರು,ಫೆ.04– ಇದ್ದೀನ ಜಿಲ್ಲಾಡಳಿತ, ಜಿಲ್ಲಾ ಪಂಚಾಯತ್, ರಾಯಚೂರು ಮಹಾನಗರ ಪಾಲಿಕೆ ಹಾಗೂ ಕನ್ನಡ ಮತ್ತು ಸಂಸ್ಕೃತಿ ಇಲಾಖೆ ಇವರ ಸಂಯುಕ್ತಾಶ್ರಯದಲ್ಲಿ ಫೆ.05, 06, ಹಾಗೂ 07 ರಂದು ಮೂರು ದಿನಗಳ ಕಾಲ ನಡೆಯುವ ಎಡೆದೊರೆ ನಾಡು ರಾಯಚೂರು ಜಿಲ್ಲಾ ಉತ್ಸವ 2026ರ ಕಾರ್ಯಕ್ರಮಕ್ಕೆ ನಗರದ ಕೃಷಿ ವಿಶ್ವವಿದ್ಯಾಲಯದಲ್ಲಿ ಅವರಿಂದಲ್ಲಿ ಫೆ.5ರ ಸಂಜೆ 6 ಗಂಟೆಗೆ ಚಾಲನೆ ಸಿಗಲಿದೆ. ಕರ್ನಾಟಕ ಸರ್ಕಾರದ ಉಪ ಮುಖ್ಯಮಂತ್ರಿಗಳಾದ ಡಿ.ಕೆ.ಶಿವಕುಮಾರ <box>40 1770 195 1995</box>
side-letter: C <box>10 545 20 558</box>
story3-column-3 <box>356 1115 508 1260</box>
story6-headline-bar <box>356 1275 1350 1323</box>
rail-line <box>867 669 1167 675</box>
cyan-mark <box>1222 2139 1239 2156</box>
cyan-mark <box>1222 30 1239 47</box>
highlight-point: • ಉಡಾಫೆ ಉತ್ತರ ಕೊಡುವ ಪೋಸ್ಟ್ ಮಾಸ್ಟರ್ ವೆಂಕಟೇಶ. <box>1194 1853 1328 1884</box>
story7-text: ತಂತ್ರಜ್ಞಾನ ಸಚಿವರಾದ ಎನ್. ಎಸ್. ಬೋಸರಾಜು, ಹಿಂದುಳಿದ ವರ್ಗಗಳ ಕಲ್ಯಾಣ, ಕನ್ನಡ ಮತ್ತು ಸಂಸ್ಕೃತಿ ಇಲಾಖೆಯ ಸಚಿವರಾದ ಶಿವರಾಜ ಎಸ್. ತಂಗಡಗಿ, ಕೃಷಿ ಸಚಿವರಾದ ಎನ್. ಚಲುವರಾಯಸ್ವಾಮಿ ಅವರು ಭಾಗವಹಿಸುವರು. ವೈದ್ಯಕೀಯ ಶಿಕ್ಷಣ ಹಾಗೂ ಕೌಶಲ್ಯಾಭಿವೃದ್ಧಿ ಸಚಿವರಾದ ಡಾ.ಶರಣಪ್ರಕಾಶ್ ರುದ್ರಪ್ಪ ಪಾಟೀಲ್ ಅವರು ಅಧ್ಯಕ್ಷತೆ ವಹಿಸುವರು. <box>490 1751 680 1888</box>
victim-photo <box>194 1359 332 1489</box>
person-figure <box>318 975 388 1075</box>
story5-text: ಸಿಂಧನೂರು,ಫೆ.04– ನಗರದ ಮಹಿಬೂಬ ಕಾಲೋನಿ ನಿವಾಸಿ ಪುರುಷ (26) ಎಂಬ ಯುವಕ ಬಾವಿಗೆ ಮನೆಯಲ್ಲಿ ಹಗ್ಗದಿಂದ ನೇಣು ಬಿಗಿದು ಕೊಂಡು ಸಾವನ್ನಪ್ಪಿದ ಘಟನೆ ನಡೆದಿದೆ. ಪ್ರಶಿಕಿಸಿ ಮದುವೆಯಾಗಿದ್ದ ಯುವಕನ ಕ್ಯಾಂಪ್ ಮೂಲದ ದೇವರಾಜ (26) ಹಾಗೂ ದುರುಗಮ್ಮ ಧರ್ಮವಿರ ಪರಸ್ಪರ ಪ್ರೀತಿಸಿ ಮದುವೆಯಾಗಿ ಎಮ್.ಜಿ. ಕಾಲೋನಿಯಲ್ಲಿ ವಾಸ <box>50 1379 188 1569</box>
story7-byline: ಸಂಜೆವಾಣಿ ವಾರ್ತೆ <box>40 1751 113 1766</box>
highlight-point: • ದೇವರುಸರ ಕೊಟ್ಟರೂ ಪೂಜಾರಿ ವರ ಕೊಡಲಿಲ್ಲ ಎಂಬಂತೆ ಅಂಚೆ ಕಚೇರಿ ಆಡಳಿತ. <box>1194 1987 1335 2035</box>
story1-text: ಘೋಷಣೆಗಳನ್ನು ಕೂಗಿದರು. ಇದರಿಂದ ಸದನದಲ್ಲಿ ಗದ್ದಲ, ಕೋಲಾಹಲದ ವಾತಾವರಣ ಉಂಟಾಯಿತು. ಈ ಗದ್ದಲದ ನಡುವೆಯೇ ಮಾತನಾಡಿದ ಸಭಾಧ್ಯಕ್ಷ ಯು.ಟಿ. ಖಾದರ್, ಧರಣಿ ಅಂತ್ಯ ಮಾಡಿ <box>366 716 523 800</box>
story8-column-3 <box>1020 1835 1180 2075</box>
story4-column-b <box>1173 1124 1350 1254</box>
story4-headline-2: ಮೊಬೈಲ್ ವಾಪಸ್ ಒಪ್ಪಿಸಿದ ಆಟೋ ಚಾಲಕ <box>1042 916 1323 940</box>
story8-headline-bar <box>695 1660 1350 1700</box>
story3-column-4 <box>516 955 666 1260</box>
railway-photo <box>867 559 1167 744</box>
story1-kicker-bar <box>40 505 845 535</box>
magenta-mark <box>60 30 77 47</box>
ad-city: ರಾಯಚೂರು. <box>1130 246 1240 274</box>
story7-mid-text: ಸಣ್ಣ ನೀರಾವರಿ, ವಿಜ್ಞಾನ ಮತ್ತು <box>348 2056 466 2070</box>
grey-mark <box>1310 2139 1327 2156</box>
story8-text: ಈ ವಿಷಯವಾಗಿ ಕುರಿವಿಹಾಳ ಅಂಚೆ ಕಚೇರಿ ಪೋಸ್ಟ್ ಮಾಸ್ಟರ್ ವೆಂಕಟೇಶ ಪತ್ರಿಕೆ ಸಂಪರ್ಕಿಸಿದಾಗ, ಆಗಮ್ಮ ಅವರು ಪತ್ರ ತಡವಾಗಿ ಕೊಟ್ಟಿರುವುದು ನಿಜ. ಇದರ ಬಗ್ಗೆ ಮೇಲಾಧಿಕಾರಿಗಳ ಗಮನಕ್ಕೆ ತರಲಾಗಿದೆ ಎಂದು ತಿಳಿಸಿದರು. ಎಲ್ಲರೂ ಈ ರೀತಿಯಲ್ಲಿ ಪತ್ರ ಕೊಡದೆ <box>1020 1836 1180 1955</box>
cmyk-label: CMYK <box>180 2139 225 2154</box>
ad-brand-right: ವಾಣಿ <box>1204 120 1270 164</box>
city-separator: - <box>337 273 352 287</box>
person-figure <box>218 985 288 1075</box>
